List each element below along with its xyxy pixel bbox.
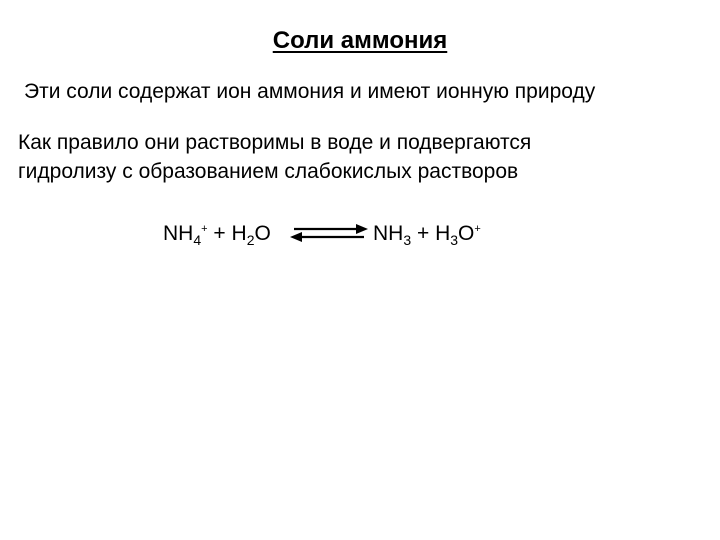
product-hydronium-o: O [458,222,475,245]
product-hydronium-subscript: 3 [450,232,459,248]
product-nh: NH [373,222,404,245]
equation-reactants [163,218,271,250]
reactant-plus-h: + H [207,222,247,245]
reactant-water-subscript: 2 [246,232,255,248]
reactant-nh-charge: + [201,223,208,235]
product-plus-h: + H [411,222,451,245]
intro-text: Эти соли содержат ион аммония и имеют ионную природу [24,80,596,103]
paragraph-line-2: гидролизу с образованием слабокислых растворов [18,160,519,183]
hydrolysis-paragraph [18,128,678,186]
product-nh-subscript: 3 [403,232,412,248]
product-hydronium-charge: + [474,223,481,235]
slide-title: Соли аммония [272,27,448,54]
equilibrium-arrow-icon [290,222,368,244]
reactant-nh: NH [163,222,194,245]
reactant-water-o: O [254,222,271,245]
equation-products [373,218,481,250]
reactant-nh-subscript: 4 [193,232,202,248]
paragraph-line-1: Как правило они растворимы в воде и подвергаются [18,131,532,154]
